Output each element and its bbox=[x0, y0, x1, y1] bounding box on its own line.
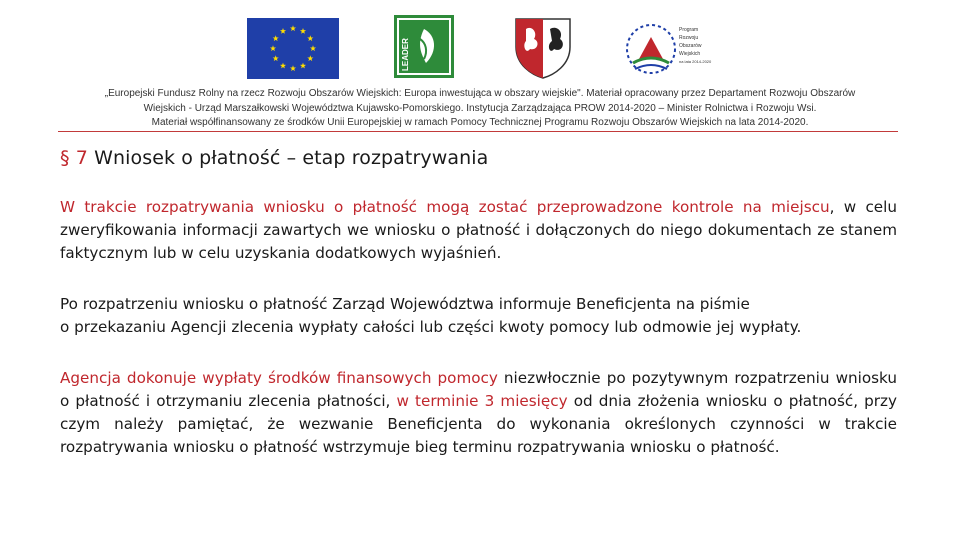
prow-label-2: Rozwoju bbox=[679, 35, 699, 41]
funding-disclaimer bbox=[40, 87, 920, 131]
header-divider bbox=[58, 131, 898, 132]
prow-label-3: Obszarów bbox=[679, 43, 702, 49]
leader-text: LEADER bbox=[401, 38, 410, 71]
paragraph-inspections bbox=[60, 196, 897, 265]
page-title bbox=[60, 147, 488, 169]
payment-text-1: niezwłocznie po pozytywnym rozpatrzeniu wniosku o płatność i otrzymaniu zlecenia płatności, bbox=[60, 369, 897, 410]
prow-label-4: Wiejskich bbox=[679, 51, 701, 57]
payment-deadline: w terminie 3 miesięcy bbox=[396, 392, 568, 410]
notification-line-2: o przekazaniu Agencji zlecenia wypłaty całości lub części kwoty pomocy lub odmowie jej wypłaty. bbox=[60, 318, 802, 336]
paragraph-notification bbox=[60, 293, 897, 339]
disclaimer-line-1: „Europejski Fundusz Rolny na rzecz Rozwoju Obszarów Wiejskich: Europa inwestująca w obszary wiejskie". Materiał opracowany przez Departament Rozwoju Obszarów bbox=[104, 88, 856, 99]
paragraph-payment bbox=[60, 367, 897, 459]
prow-label-5: na lata 2014-2020 bbox=[679, 59, 712, 64]
section-number: § 7 bbox=[60, 147, 88, 169]
disclaimer-line-3: Materiał współfinansowany ze środków Unii Europejskiej w ramach Pomocy Technicznej Programu Rozwoju Obszarów Wiejskich na lata 2014-2020. bbox=[151, 117, 809, 128]
title-text: Wniosek o płatność – etap rozpatrywania bbox=[87, 147, 489, 169]
disclaimer-line-2: Wiejskich - Urząd Marszałkowski Województwa Kujawsko-Pomorskiego. Instytucja Zarządzająca PROW 2014-2020 – Minister Rolnictwa i Rozwoju Wsi. bbox=[143, 102, 817, 114]
payment-highlight: Agencja dokonuje wypłaty środków finansowych pomocy bbox=[60, 369, 498, 387]
payment-text-2: od dnia złożenia wniosku o płatność, przy czym należy pamiętać, że wezwanie Beneficjenta do wykonania określonych czynności w trakcie rozpatrywania wniosku o płatność wstrzymuje bieg terminu rozpatrywania wniosku o płatność. bbox=[60, 392, 897, 456]
prow-logo bbox=[625, 15, 715, 79]
coat-of-arms-logo bbox=[510, 15, 576, 79]
inspections-highlight: W trakcie rozpatrywania wniosku o płatność mogą zostać przeprowadzone kontrole na miejscu bbox=[60, 198, 830, 216]
logo-bar bbox=[0, 15, 960, 80]
prow-label-1: Program bbox=[679, 27, 699, 33]
inspections-text: , w celu zweryfikowania informacji zawartych we wniosku o płatność i dołączonych do niego dokumentach ze stanem faktycznym lub w celu uzyskania dodatkowych wyjaśnień. bbox=[60, 198, 897, 262]
notification-line-1: Po rozpatrzeniu wniosku o płatność Zarząd Województwa informuje Beneficjenta na piśmie bbox=[60, 295, 750, 313]
eu-flag-logo bbox=[247, 18, 339, 79]
leader-logo bbox=[394, 15, 454, 78]
